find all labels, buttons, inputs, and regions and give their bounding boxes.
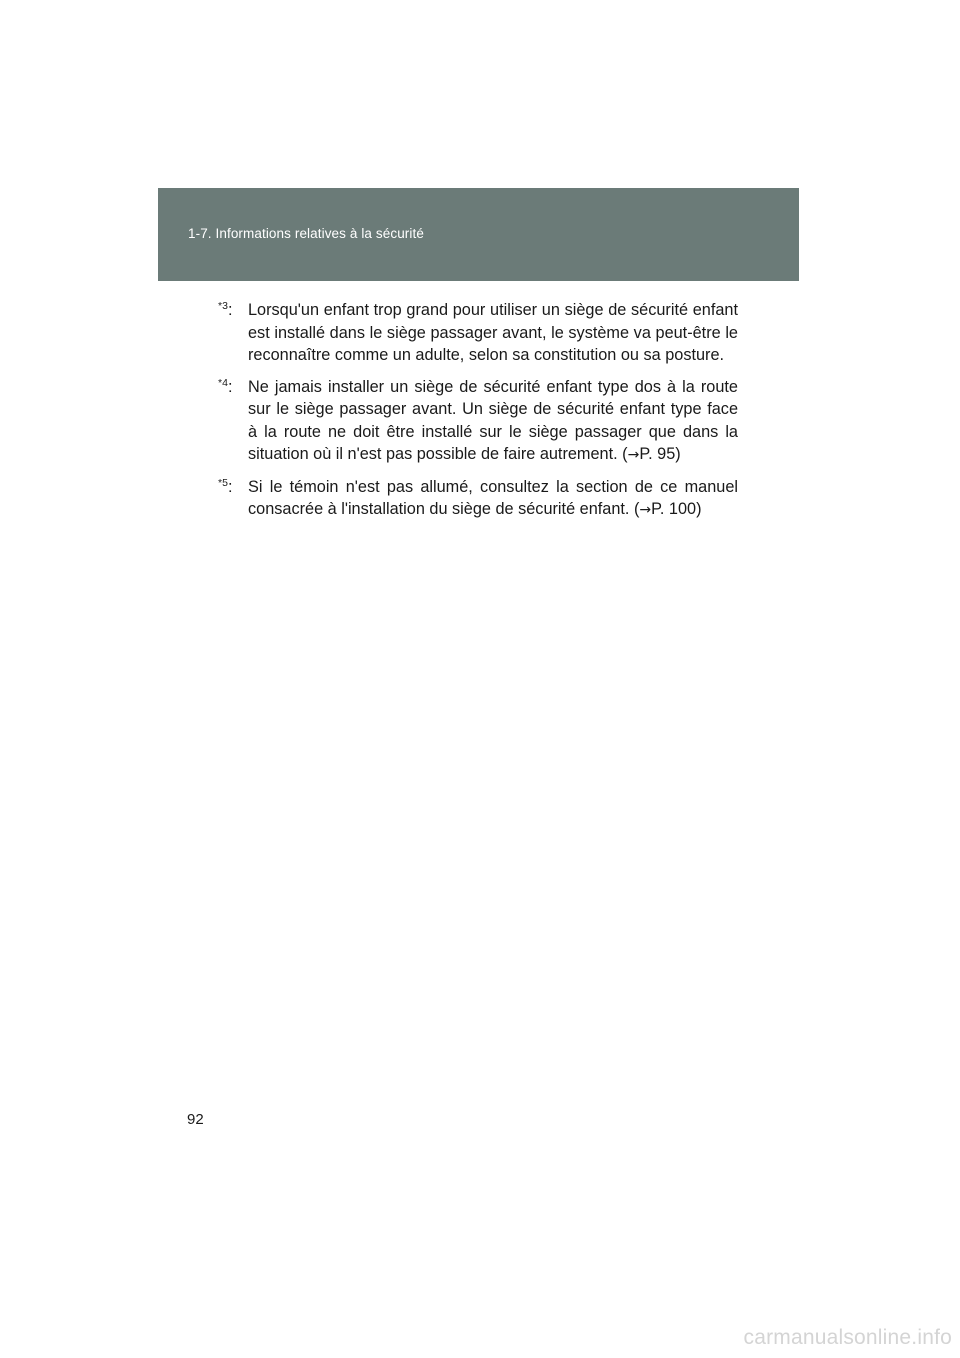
footnote-marker: $^{*5}$:: [218, 476, 233, 496]
page-number: 92: [187, 1111, 204, 1128]
section-title: 1-7. Informations relatives à la sécurité: [188, 226, 424, 241]
watermark: carmanualsonline.info: [743, 1326, 952, 1349]
page-reference: P. 95): [639, 445, 681, 463]
section-header-band: [158, 188, 799, 281]
footnote-marker: $^{*3}$:: [218, 300, 233, 319]
footnote-3: [218, 299, 738, 367]
footnote-marker: $^{*4}$:: [218, 376, 233, 396]
footnote-text: Lorsqu'un enfant trop grand pour utiliser un siège de sécurité enfant est installé dans le siège passager avant, le système va peut-être le reconnaître comme un adulte, selon sa constitution ou sa posture.: [248, 301, 738, 364]
footnote-text: Ne jamais installer un siège de sécurité enfant type dos à la route sur le siège passager avant. Un siège de sécurité enfant type face à la route ne doit être installé sur le siège passager que dans la situation où il n'est pas possible de faire autrement. (→P. 95): [248, 377, 738, 463]
footnote-text: Si le témoin n'est pas allumé, consultez la section de ce manuel consacrée à l'installation du siège de sécurité enfant. (→P. 100): [248, 477, 738, 518]
arrow-right-icon: →: [639, 502, 652, 518]
footnote-4: [218, 376, 738, 467]
page-reference: P. 100): [651, 500, 702, 518]
footnote-5: [218, 476, 738, 522]
arrow-right-icon: →: [627, 447, 640, 463]
footnote-list: [218, 299, 738, 531]
